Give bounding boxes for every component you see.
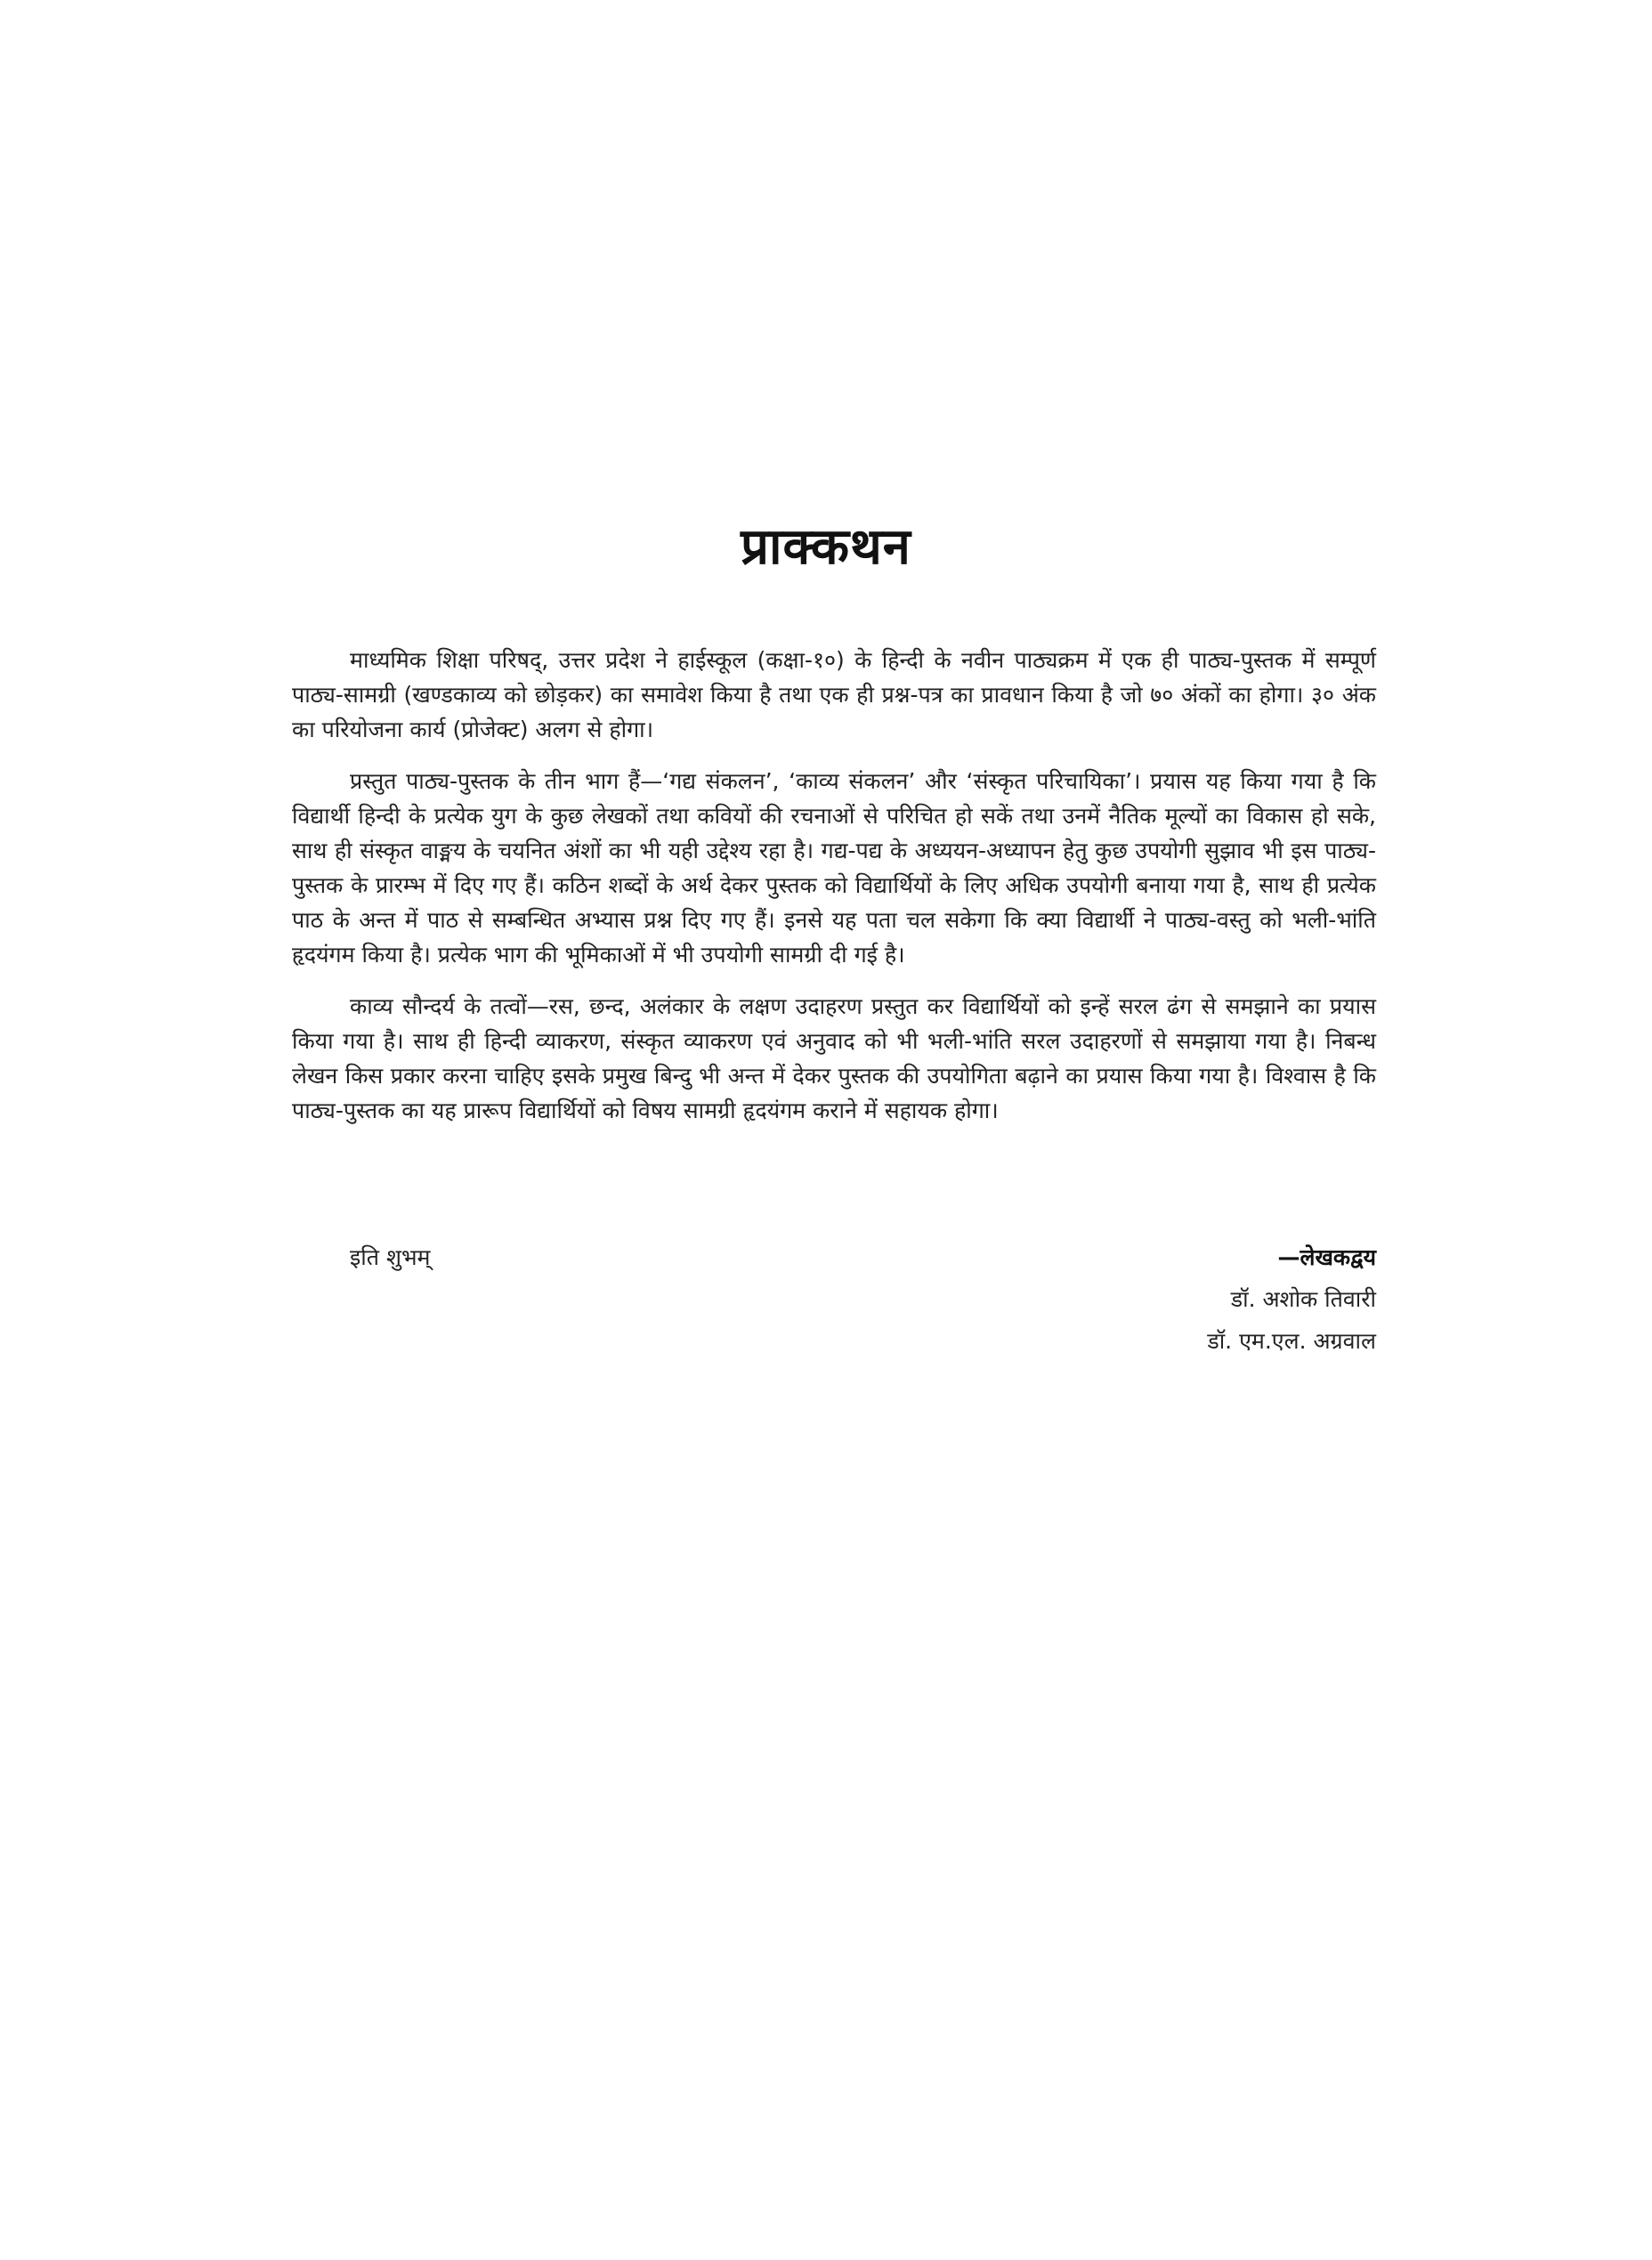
author-name-1: डॉ. अशोक तिवारी [1230,1286,1376,1312]
authors-block [1207,1240,1376,1365]
paragraph-3: काव्य सौन्दर्य के तत्वों—रस, छन्द, अलंकार के लक्षण उदाहरण प्रस्तुत कर विद्यार्थियों को इन्हें सरल ढंग से समझाने का प्रयास किया गया है। साथ ही हिन्दी व्याकरण, संस्कृत व्याकरण एवं अनुवाद को भी भली-भांति सरल उदाहरणों से समझाया गया है। निबन्ध लेखन किस प्रकार करना चाहिए इसके प्रमुख बिन्दु भी अन्त में देकर पुस्तक की उपयोगिता बढ़ाने का प्रयास किया गया है। विश्वास है कि पाठ्य-पुस्तक का यह प्रारूप विद्यार्थियों को विषय सामग्री हृदयंगम कराने में सहायक होगा। [292,993,1376,1123]
paragraph-2: प्रस्तुत पाठ्य-पुस्तक के तीन भाग हैं—‘गद्य संकलन’, ‘काव्य संकलन’ और ‘संस्कृत परिचायिका’। प्रयास यह किया गया है कि विद्यार्थी हिन्दी के प्रत्येक युग के कुछ लेखकों तथा कवियों की रचनाओं से परिचित हो सकें तथा उनमें नैतिक मूल्यों का विकास हो सके, साथ ही संस्कृत वाङ्मय के चयनित अंशों का भी यही उद्देश्य रहा है। गद्य-पद्य के अध्ययन-अध्यापन हेतु कुछ उपयोगी सुझाव भी इस पाठ्य-पुस्तक के प्रारम्भ में दिए गए हैं। कठिन शब्दों के अर्थ देकर पुस्तक को विद्यार्थियों के लिए अधिक उपयोगी बनाया गया है, साथ ही प्रत्येक पाठ के अन्त में पाठ से सम्बन्धित अभ्यास प्रश्न दिए गए हैं। इनसे यह पता चल सकेगा कि क्या विद्यार्थी ने पाठ्य-वस्तु को भली-भांति हृदयंगम किया है। प्रत्येक भाग की भूमिकाओं में भी उपयोगी सामग्री दी गई है। [292,768,1376,968]
preface-body [292,643,1376,1145]
author-name-2: डॉ. एम.एल. अग्रवाल [1207,1328,1376,1354]
page-title: प्राक्कथन [741,518,911,576]
closing-phrase: इति शुभम् [350,1244,431,1270]
paragraph-1: माध्यमिक शिक्षा परिषद्, उत्तर प्रदेश ने हाईस्कूल (कक्षा-१०) के हिन्दी के नवीन पाठ्यक्रम में एक ही पाठ्य-पुस्तक में सम्पूर्ण पाठ्य-सामग्री (खण्डकाव्य को छोड़कर) का समावेश किया है तथा एक ही प्रश्न-पत्र का प्रावधान किया है जो ७० अंकों का होगा। ३० अंक का परियोजना कार्य (प्रोजेक्ट) अलग से होगा। [292,647,1376,742]
authors-label: —लेखकद्वय [1277,1244,1376,1270]
